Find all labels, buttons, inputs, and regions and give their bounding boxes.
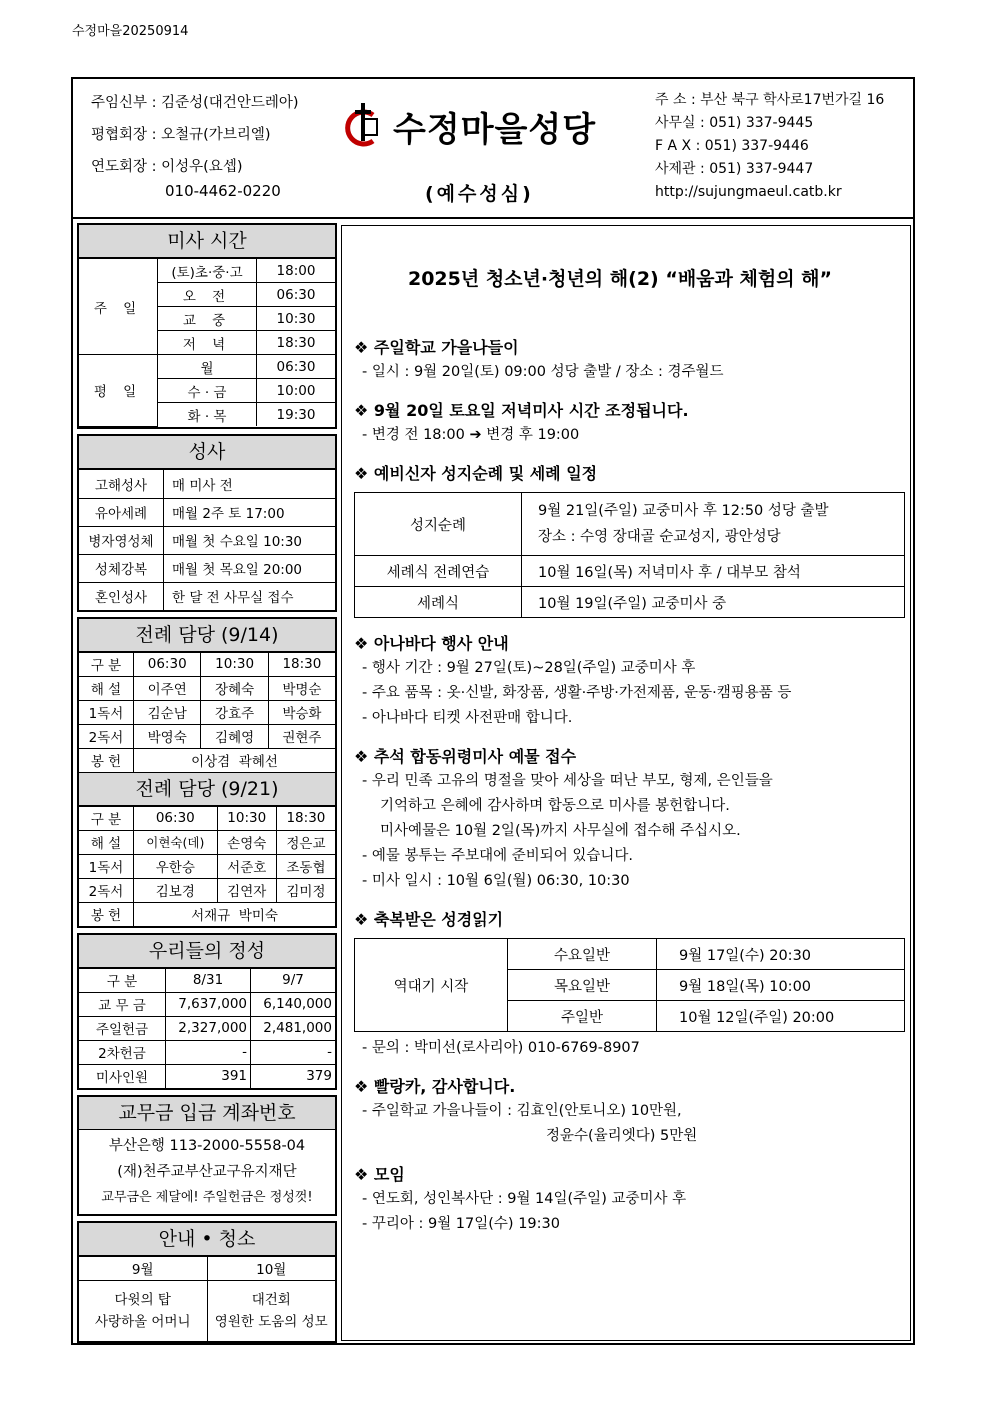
- section-title: 성사: [79, 436, 335, 469]
- table-header: 구 분: [79, 968, 166, 992]
- offering-amount: 7,637,000: [166, 992, 251, 1016]
- liturgy-table-0921: [79, 806, 335, 926]
- sacrament-schedule: 한 달 전 사무실 접수: [164, 582, 336, 610]
- church-logo: [345, 101, 596, 151]
- table-header: 8/31: [166, 968, 251, 992]
- role-label: 봉 헌: [79, 902, 134, 926]
- notice-line: - 주요 품목 : 옷·신발, 화장품, 생활·주방·가전제품, 운동·캠핑용품 등: [362, 685, 792, 701]
- assignee: 박승화: [268, 700, 335, 724]
- notice-line: - 문의 : 박미선(로사리아) 010-6769-8907: [362, 1040, 640, 1056]
- schedule-line: 9월 21일(주일) 교중미사 후 12:50 성당 출발: [538, 503, 829, 519]
- table-header: 06:30: [134, 652, 201, 676]
- reading-label: 역대기 시작: [355, 939, 508, 1032]
- notice-line: 미사예물은 10월 2일(목)까지 사무실에 접수해 주십시오.: [380, 823, 741, 839]
- schedule-value: 10월 16일(목) 저녁미사 후 / 대부모 참석: [522, 556, 905, 587]
- notice-line: - 미사 일시 : 10월 6일(월) 06:30, 10:30: [362, 873, 630, 889]
- assignee: 이현숙(데): [134, 830, 218, 854]
- notice-heading: ❖ 추석 합동위령미사 예물 접수: [354, 747, 577, 766]
- bulletin-header: [73, 79, 913, 219]
- assignee: 김혜영: [201, 724, 268, 748]
- account-holder: (재)천주교부산교구유지재단: [117, 1163, 297, 1180]
- mass-name: 저 녁: [158, 331, 257, 355]
- left-column: [77, 223, 337, 1348]
- liturgy-section-0921: [77, 773, 337, 928]
- assignee: 조동협: [276, 854, 335, 878]
- section-title: 전례 담당 (9/21): [79, 773, 335, 806]
- liturgy-table-0914: [79, 652, 335, 772]
- table-header: 10:30: [201, 652, 268, 676]
- sacrament-name: 성체강복: [79, 554, 164, 582]
- notice-line: - 예물 봉투는 주보대에 준비되어 있습니다.: [362, 848, 634, 864]
- mass-name: 화 · 목: [158, 403, 257, 427]
- office-phone: 사무실 : 051) 337-9445: [655, 115, 814, 131]
- offering-amount: -: [166, 1040, 251, 1064]
- mass-times-table: [79, 258, 335, 427]
- group-line: 대건회: [251, 1291, 291, 1308]
- notice-line: 기억하고 은혜에 감사하며 합동으로 미사를 봉헌합니다.: [380, 798, 730, 814]
- schedule-line: 장소 : 수영 장대골 순교성지, 광안성당: [538, 529, 781, 545]
- month-header: 10월: [207, 1256, 335, 1280]
- attendance-count: 391: [166, 1064, 251, 1088]
- schedule-label: 세례식 전례연습: [355, 556, 522, 587]
- month-header: 9월: [79, 1256, 207, 1280]
- assignee: 김미정: [276, 878, 335, 902]
- cleaning-section: [77, 1221, 337, 1343]
- document-id: 수정마을20250914: [72, 24, 189, 39]
- bulletin-frame: [71, 77, 915, 1345]
- assignee: 서준호: [217, 854, 276, 878]
- mass-time: 19:30: [257, 403, 336, 427]
- mass-name: (토)초·중·고: [158, 259, 257, 283]
- group-line: 사랑하올 어머니: [94, 1313, 191, 1330]
- bank-account: 부산은행 113-2000-5558-04: [108, 1137, 306, 1154]
- baptism-schedule-table: [354, 492, 905, 618]
- schedule-value: [522, 493, 905, 556]
- account-info: [79, 1130, 335, 1214]
- bible-reading-table: [354, 938, 905, 1032]
- mass-time: 18:00: [257, 259, 336, 283]
- priest-line: 주임신부 : 김준성(대건안드레아): [91, 95, 299, 111]
- notice-heading: ❖ 축복받은 성경읽기: [354, 910, 504, 929]
- church-name: 수정마을성당: [393, 109, 597, 150]
- address: 주 소 : 부산 북구 학사로17번가길 16: [655, 92, 885, 108]
- assignee: 장혜숙: [201, 676, 268, 700]
- assignee: 김보경: [134, 878, 218, 902]
- section-title: 전례 담당 (9/14): [79, 619, 335, 652]
- mass-time: 10:30: [257, 307, 336, 331]
- notice-line: - 일시 : 9월 20일(토) 09:00 성당 출발 / 장소 : 경주월드: [362, 364, 724, 380]
- mass-time: 06:30: [257, 283, 336, 307]
- table-header: 10:30: [217, 806, 276, 830]
- offerings-table: [79, 968, 335, 1088]
- section-title: 미사 시간: [79, 225, 335, 258]
- section-title: 안내 • 청소: [79, 1223, 335, 1256]
- mass-name: 교 중: [158, 307, 257, 331]
- cleaning-table: [79, 1256, 335, 1341]
- class-time: 10월 12일(주일) 20:00: [657, 1001, 905, 1032]
- sacraments-section: [77, 434, 337, 612]
- offering-type: 2차헌금: [79, 1040, 166, 1064]
- table-header: 9/7: [251, 968, 335, 992]
- attendance-count: 379: [251, 1064, 335, 1088]
- assignee: 박영숙: [134, 724, 201, 748]
- notice-main-title: 2025년 청소년·청년의 해(2) “배움과 체험의 해”: [407, 268, 833, 290]
- table-header: 06:30: [134, 806, 218, 830]
- notice-line: - 행사 기간 : 9월 27일(토)~28일(주일) 교중미사 후: [362, 660, 696, 676]
- assignee: 손영숙: [217, 830, 276, 854]
- group-line: 다윗의 탑: [114, 1291, 171, 1308]
- contact-info: [655, 89, 884, 204]
- council-line: 평협회장 : 오철규(가브리엘): [91, 127, 271, 143]
- class-name: 수요일반: [508, 939, 657, 970]
- class-name: 목요일반: [508, 970, 657, 1001]
- staff-info: [91, 91, 299, 203]
- assignee: 권현주: [268, 724, 335, 748]
- role-label: 해 설: [79, 676, 134, 700]
- cleaning-groups-oct: [207, 1280, 335, 1341]
- offering-amount: -: [251, 1040, 335, 1064]
- mass-time: 18:30: [257, 331, 336, 355]
- assignee: 이주연: [134, 676, 201, 700]
- offering-assignees: 이상겸 곽혜선: [134, 748, 336, 772]
- cleaning-groups-sep: [79, 1280, 207, 1341]
- elder-line: 연도회장 : 이성우(요셉): [91, 159, 243, 175]
- notice-heading: ❖ 빨랑카, 감사합니다.: [354, 1077, 516, 1096]
- sacrament-schedule: 매월 첫 목요일 20:00: [164, 554, 336, 582]
- class-name: 주일반: [508, 1001, 657, 1032]
- website-link[interactable]: http://sujungmaeul.catb.kr: [655, 184, 842, 200]
- mass-time: 06:30: [257, 355, 336, 379]
- sacrament-name: 병자영성체: [79, 526, 164, 554]
- table-header: 18:30: [276, 806, 335, 830]
- church-emblem-icon: [345, 101, 385, 151]
- class-time: 9월 18일(목) 10:00: [657, 970, 905, 1001]
- notice-heading: ❖ 9월 20일 토요일 저녁미사 시간 조정됩니다.: [354, 401, 689, 420]
- notice-heading: ❖ 주일학교 가을나들이: [354, 338, 519, 357]
- sacrament-name: 고해성사: [79, 469, 164, 498]
- notice-line: 정윤수(율리엣다) 5만원: [546, 1128, 698, 1144]
- assignee: 우한승: [134, 854, 218, 878]
- mass-times-section: [77, 223, 337, 429]
- section-title: 교무금 입금 계좌번호: [79, 1097, 335, 1130]
- sacrament-schedule: 매월 첫 수요일 10:30: [164, 526, 336, 554]
- sacraments-table: [79, 469, 335, 610]
- offering-type: 교 무 금: [79, 992, 166, 1016]
- table-header: 구 분: [79, 652, 134, 676]
- offering-assignees: 서재규 박미숙: [134, 902, 336, 926]
- schedule-label: 세례식: [355, 587, 522, 618]
- offering-amount: 6,140,000: [251, 992, 335, 1016]
- fax: F A X : 051) 337-9446: [655, 138, 809, 154]
- offerings-section: [77, 933, 337, 1090]
- notice-line: - 주일학교 가을나들이 : 김효인(안토니오) 10만원,: [362, 1103, 682, 1119]
- mass-name: 수 · 금: [158, 379, 257, 403]
- elder-phone: 010-4462-0220: [165, 182, 281, 200]
- role-label: 해 설: [79, 830, 134, 854]
- notice-line: - 꾸리아 : 9월 17일(수) 19:30: [362, 1216, 560, 1232]
- motto: (예수성심): [425, 183, 534, 205]
- mass-name: 오 전: [158, 283, 257, 307]
- notices-content: [354, 322, 906, 1237]
- offering-type: 주일헌금: [79, 1016, 166, 1040]
- rectory-phone: 사제관 : 051) 337-9447: [655, 161, 814, 177]
- sacrament-schedule: 매 미사 전: [164, 469, 336, 498]
- assignee: 김순남: [134, 700, 201, 724]
- group-line: 영원한 도움의 성모: [214, 1313, 328, 1330]
- role-label: 1독서: [79, 854, 134, 878]
- mass-name: 월: [158, 355, 257, 379]
- assignee: 박명순: [268, 676, 335, 700]
- assignee: 강효주: [201, 700, 268, 724]
- sacrament-name: 유아세례: [79, 498, 164, 526]
- section-title: 우리들의 정성: [79, 935, 335, 968]
- schedule-label: 성지순례: [355, 493, 522, 556]
- notices-panel: [341, 225, 911, 1341]
- offering-amount: 2,327,000: [166, 1016, 251, 1040]
- liturgy-section-0914: [77, 617, 337, 773]
- mass-time: 10:00: [257, 379, 336, 403]
- offering-amount: 2,481,000: [251, 1016, 335, 1040]
- notice-line: - 변경 전 18:00 ➔ 변경 후 19:00: [362, 427, 580, 443]
- notice-line: - 연도회, 성인복사단 : 9월 14일(주일) 교중미사 후: [362, 1191, 687, 1207]
- role-label: 2독서: [79, 724, 134, 748]
- assignee: 정은교: [276, 830, 335, 854]
- offering-type: 미사인원: [79, 1064, 166, 1088]
- notice-line: - 우리 민족 고유의 명절을 맞아 세상을 떠난 부모, 형제, 은인들을: [362, 773, 773, 789]
- table-header: 18:30: [268, 652, 335, 676]
- assignee: 김연자: [217, 878, 276, 902]
- notice-heading: ❖ 예비신자 성지순례 및 세례 일정: [354, 464, 598, 483]
- account-note: 교무금은 제달에! 주일헌금은 정성껏!: [101, 1189, 313, 1205]
- table-header: 구 분: [79, 806, 134, 830]
- notice-heading: ❖ 모임: [354, 1165, 405, 1184]
- sacrament-name: 혼인성사: [79, 582, 164, 610]
- notice-heading: ❖ 아나바다 행사 안내: [354, 634, 509, 653]
- role-label: 1독서: [79, 700, 134, 724]
- sunday-label: 주 일: [79, 259, 158, 355]
- account-section: [77, 1095, 337, 1216]
- weekday-label: 평 일: [79, 355, 158, 427]
- schedule-value: 10월 19일(주일) 교중미사 중: [522, 587, 905, 618]
- sacrament-schedule: 매월 2주 토 17:00: [164, 498, 336, 526]
- class-time: 9월 17일(수) 20:30: [657, 939, 905, 970]
- notice-line: - 아나바다 티켓 사전판매 합니다.: [362, 710, 573, 726]
- role-label: 2독서: [79, 878, 134, 902]
- role-label: 봉 헌: [79, 748, 134, 772]
